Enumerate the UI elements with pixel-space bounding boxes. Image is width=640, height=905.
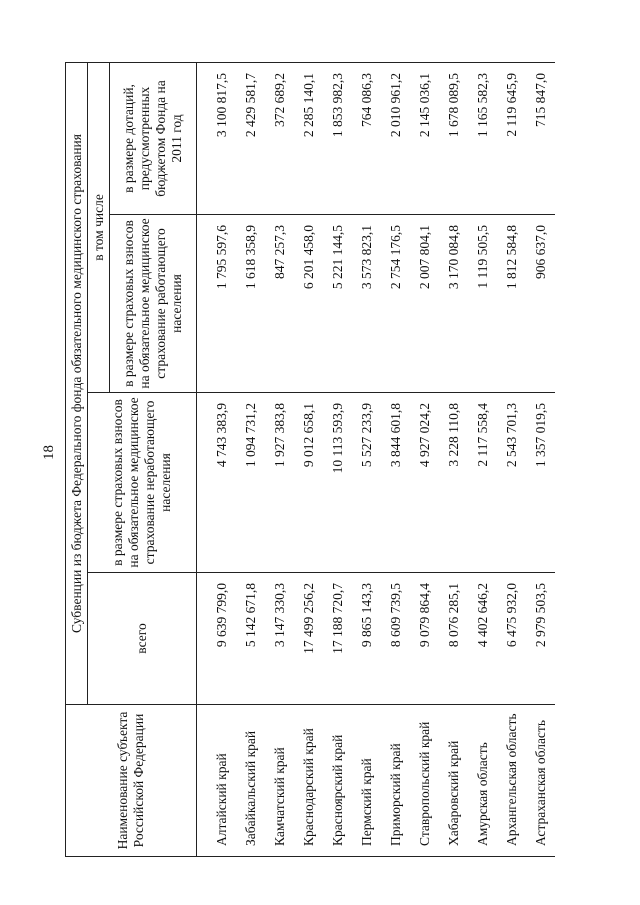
cell-nonworking: 1 927 383,8 bbox=[265, 393, 294, 573]
cell-grants: 2 429 581,7 bbox=[236, 62, 265, 214]
cell-working: 2 754 176,5 bbox=[381, 215, 410, 393]
cell-nonworking: 1 357 019,5 bbox=[526, 393, 555, 573]
cell-nonworking: 5 527 233,9 bbox=[352, 393, 381, 573]
cell-working: 3 573 823,1 bbox=[352, 215, 381, 393]
table-body bbox=[197, 62, 556, 856]
subventions-table bbox=[65, 62, 555, 857]
cell-working: 1 618 358,9 bbox=[236, 215, 265, 393]
table-row bbox=[352, 62, 381, 856]
header-including: в том числе bbox=[88, 62, 110, 392]
table-row bbox=[294, 62, 323, 856]
cell-name: Амурская область bbox=[468, 705, 497, 857]
cell-name: Астраханская область bbox=[526, 705, 555, 857]
table-row bbox=[381, 62, 410, 856]
cell-grants: 2 010 961,2 bbox=[381, 62, 410, 214]
header-working: в размере страховых взносов на обязательное медицинское страхование работающего населения bbox=[110, 215, 197, 393]
cell-nonworking: 4 743 383,9 bbox=[197, 393, 237, 573]
cell-total: 2 979 503,5 bbox=[526, 573, 555, 705]
cell-total: 9 865 143,3 bbox=[352, 573, 381, 705]
cell-name: Архангельская область bbox=[497, 705, 526, 857]
cell-name: Ставропольский край bbox=[410, 705, 439, 857]
cell-working: 3 170 084,8 bbox=[439, 215, 468, 393]
table-row bbox=[468, 62, 497, 856]
header-subventions-group: Субвенции из бюджета Федерального фонда обязательного медицинского страхования bbox=[66, 62, 88, 704]
header-grants: в размере дотаций, предусмотренных бюджетом Фонда на 2011 год bbox=[110, 62, 197, 214]
cell-grants: 2 285 140,1 bbox=[294, 62, 323, 214]
cell-name: Краснодарский край bbox=[294, 705, 323, 857]
page-number: 18 bbox=[41, 445, 57, 460]
cell-total: 17 499 256,2 bbox=[294, 573, 323, 705]
cell-working: 906 637,0 bbox=[526, 215, 555, 393]
cell-nonworking: 10 113 593,9 bbox=[323, 393, 352, 573]
header-region-name: Наименование субъекта Российской Федерации bbox=[66, 705, 197, 857]
cell-grants: 372 689,2 bbox=[265, 62, 294, 214]
cell-grants: 1 853 982,3 bbox=[323, 62, 352, 214]
table-row bbox=[236, 62, 265, 856]
table-row bbox=[197, 62, 237, 856]
cell-total: 4 402 646,2 bbox=[468, 573, 497, 705]
cell-working: 1 795 597,6 bbox=[197, 215, 237, 393]
rotated-page bbox=[65, 63, 605, 857]
cell-working: 2 007 804,1 bbox=[410, 215, 439, 393]
table-row bbox=[323, 62, 352, 856]
cell-total: 17 188 720,7 bbox=[323, 573, 352, 705]
cell-grants: 2 145 036,1 bbox=[410, 62, 439, 214]
cell-name: Забайкальский край bbox=[236, 705, 265, 857]
cell-total: 6 475 932,0 bbox=[497, 573, 526, 705]
cell-nonworking: 3 228 110,8 bbox=[439, 393, 468, 573]
cell-nonworking: 3 844 601,8 bbox=[381, 393, 410, 573]
table-row bbox=[526, 62, 555, 856]
cell-name: Пермский край bbox=[352, 705, 381, 857]
cell-working: 1 812 584,8 bbox=[497, 215, 526, 393]
cell-grants: 1 165 582,3 bbox=[468, 62, 497, 214]
cell-nonworking: 2 543 701,3 bbox=[497, 393, 526, 573]
cell-grants: 2 119 645,9 bbox=[497, 62, 526, 214]
cell-total: 9 079 864,4 bbox=[410, 573, 439, 705]
cell-grants: 1 678 089,5 bbox=[439, 62, 468, 214]
cell-total: 5 142 671,8 bbox=[236, 573, 265, 705]
cell-name: Приморский край bbox=[381, 705, 410, 857]
table-row bbox=[265, 62, 294, 856]
cell-working: 1 119 505,5 bbox=[468, 215, 497, 393]
cell-working: 6 201 458,0 bbox=[294, 215, 323, 393]
cell-total: 8 076 285,1 bbox=[439, 573, 468, 705]
cell-nonworking: 9 012 658,1 bbox=[294, 393, 323, 573]
cell-name: Красноярский край bbox=[323, 705, 352, 857]
cell-grants: 715 847,0 bbox=[526, 62, 555, 214]
cell-total: 3 147 330,3 bbox=[265, 573, 294, 705]
table-row bbox=[410, 62, 439, 856]
cell-nonworking: 1 094 731,2 bbox=[236, 393, 265, 573]
cell-total: 9 639 799,0 bbox=[197, 573, 237, 705]
cell-nonworking: 4 927 024,2 bbox=[410, 393, 439, 573]
header-total: всего bbox=[88, 573, 197, 705]
cell-name: Алтайский край bbox=[197, 705, 237, 857]
header-nonworking: в размере страховых взносов на обязательное медицинское страхование неработающего населения bbox=[88, 393, 197, 573]
table-row bbox=[497, 62, 526, 856]
table-row bbox=[439, 62, 468, 856]
cell-working: 847 257,3 bbox=[265, 215, 294, 393]
cell-grants: 3 100 817,5 bbox=[197, 62, 237, 214]
cell-name: Камчатский край bbox=[265, 705, 294, 857]
cell-nonworking: 2 117 558,4 bbox=[468, 393, 497, 573]
cell-name: Хабаровский край bbox=[439, 705, 468, 857]
cell-total: 8 609 739,5 bbox=[381, 573, 410, 705]
cell-grants: 764 086,3 bbox=[352, 62, 381, 214]
cell-working: 5 221 144,5 bbox=[323, 215, 352, 393]
